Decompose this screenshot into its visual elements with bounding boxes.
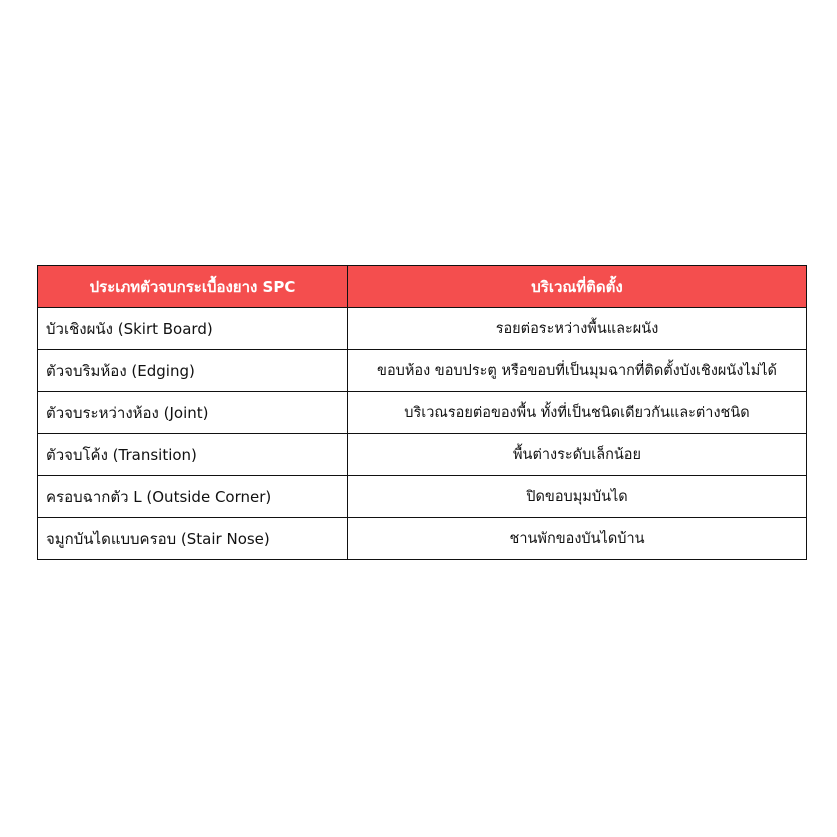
trim-type-cell: ตัวจบริมห้อง (Edging): [38, 350, 348, 392]
table-row: [38, 308, 807, 350]
trim-type-cell: จมูกบันไดแบบครอบ (Stair Nose): [38, 518, 348, 560]
install-area-cell: ชานพักของบันไดบ้าน: [348, 518, 807, 560]
table-row: [38, 434, 807, 476]
table-row: [38, 476, 807, 518]
header-install-area: บริเวณที่ติดตั้ง: [348, 266, 807, 308]
spc-trim-table: [37, 265, 807, 560]
header-trim-type: ประเภทตัวจบกระเบื้องยาง SPC: [38, 266, 348, 308]
install-area-cell: พื้นต่างระดับเล็กน้อย: [348, 434, 807, 476]
table-row: [38, 350, 807, 392]
install-area-cell: ขอบห้อง ขอบประตู หรือขอบที่เป็นมุมฉากที่ติดตั้งบังเชิงผนังไม่ได้: [348, 350, 807, 392]
install-area-cell: บริเวณรอยต่อของพื้น ทั้งที่เป็นชนิดเดียวกันและต่างชนิด: [348, 392, 807, 434]
table-row: [38, 392, 807, 434]
table-header: [38, 266, 807, 308]
trim-type-cell: ตัวจบโค้ง (Transition): [38, 434, 348, 476]
install-area-cell: ปิดขอบมุมบันได: [348, 476, 807, 518]
table-body: [38, 308, 807, 560]
trim-type-cell: ตัวจบระหว่างห้อง (Joint): [38, 392, 348, 434]
table-row: [38, 518, 807, 560]
trim-type-cell: ครอบฉากตัว L (Outside Corner): [38, 476, 348, 518]
install-area-cell: รอยต่อระหว่างพื้นและผนัง: [348, 308, 807, 350]
trim-type-cell: บัวเชิงผนัง (Skirt Board): [38, 308, 348, 350]
header-row: [38, 266, 807, 308]
